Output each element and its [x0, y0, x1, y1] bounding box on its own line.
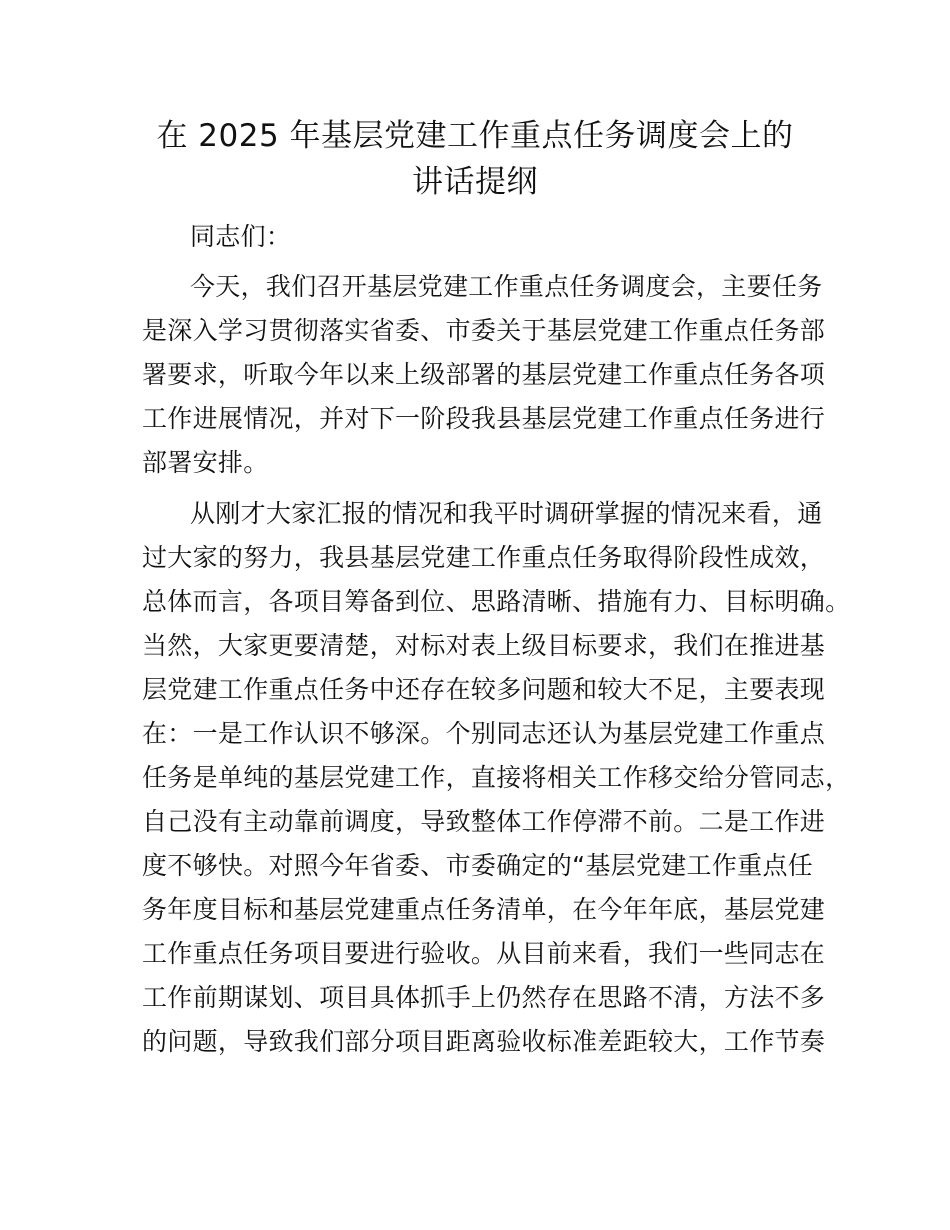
- paragraph-1-line: 署要求，听取今年以来上级部署的基层党建工作重点任务各项: [142, 360, 826, 389]
- salutation: 同志们：: [190, 222, 292, 251]
- paragraph-2-line: 总体而言，各项目筹备到位、思路清晰、措施有力、目标明确。: [142, 587, 851, 616]
- paragraph-2-line: 自己没有主动靠前调度，导致整体工作停滞不前。二是工作进: [142, 807, 826, 836]
- paragraph-2-line: 工作重点任务项目要进行验收。从目前来看，我们一些同志在: [142, 939, 826, 968]
- document-title-line-1: 在 2025 年基层党建工作重点任务调度会上的: [156, 118, 794, 154]
- paragraph-2-line: 从刚才大家汇报的情况和我平时调研掌握的情况来看，通: [190, 499, 823, 528]
- paragraph-2-line: 层党建工作重点任务中还存在较多问题和较大不足，主要表现: [142, 675, 826, 704]
- paragraph-2-line: 务年度目标和基层党建重点任务清单，在今年年底，基层党建: [142, 895, 826, 924]
- paragraph-2-line: 任务是单纯的基层党建工作，直接将相关工作移交给分管同志，: [142, 763, 851, 792]
- paragraph-1-line: 是深入学习贯彻落实省委、市委关于基层党建工作重点任务部: [142, 316, 826, 345]
- paragraph-2-line: 工作前期谋划、项目具体抓手上仍然存在思路不清，方法不多: [142, 983, 826, 1012]
- paragraph-1-line: 今天，我们召开基层党建工作重点任务调度会，主要任务: [190, 272, 823, 301]
- paragraph-2-line: 当然，大家更要清楚，对标对表上级目标要求，我们在推进基: [142, 631, 826, 660]
- paragraph-2-line: 的问题，导致我们部分项目距离验收标准差距较大，工作节奏: [142, 1027, 826, 1056]
- paragraph-2-line: 过大家的努力，我县基层党建工作重点任务取得阶段性成效，: [142, 543, 826, 572]
- paragraph-2-line: 度不够快。对照今年省委、市委确定的“基层党建工作重点任: [142, 851, 814, 880]
- document-title-line-2: 讲话提纲: [412, 164, 538, 200]
- paragraph-1-line: 工作进展情况，并对下一阶段我县基层党建工作重点任务进行: [142, 404, 826, 433]
- paragraph-1-line: 部署安排。: [142, 448, 269, 477]
- paragraph-2-line: 在：一是工作认识不够深。个别同志还认为基层党建工作重点: [142, 719, 826, 748]
